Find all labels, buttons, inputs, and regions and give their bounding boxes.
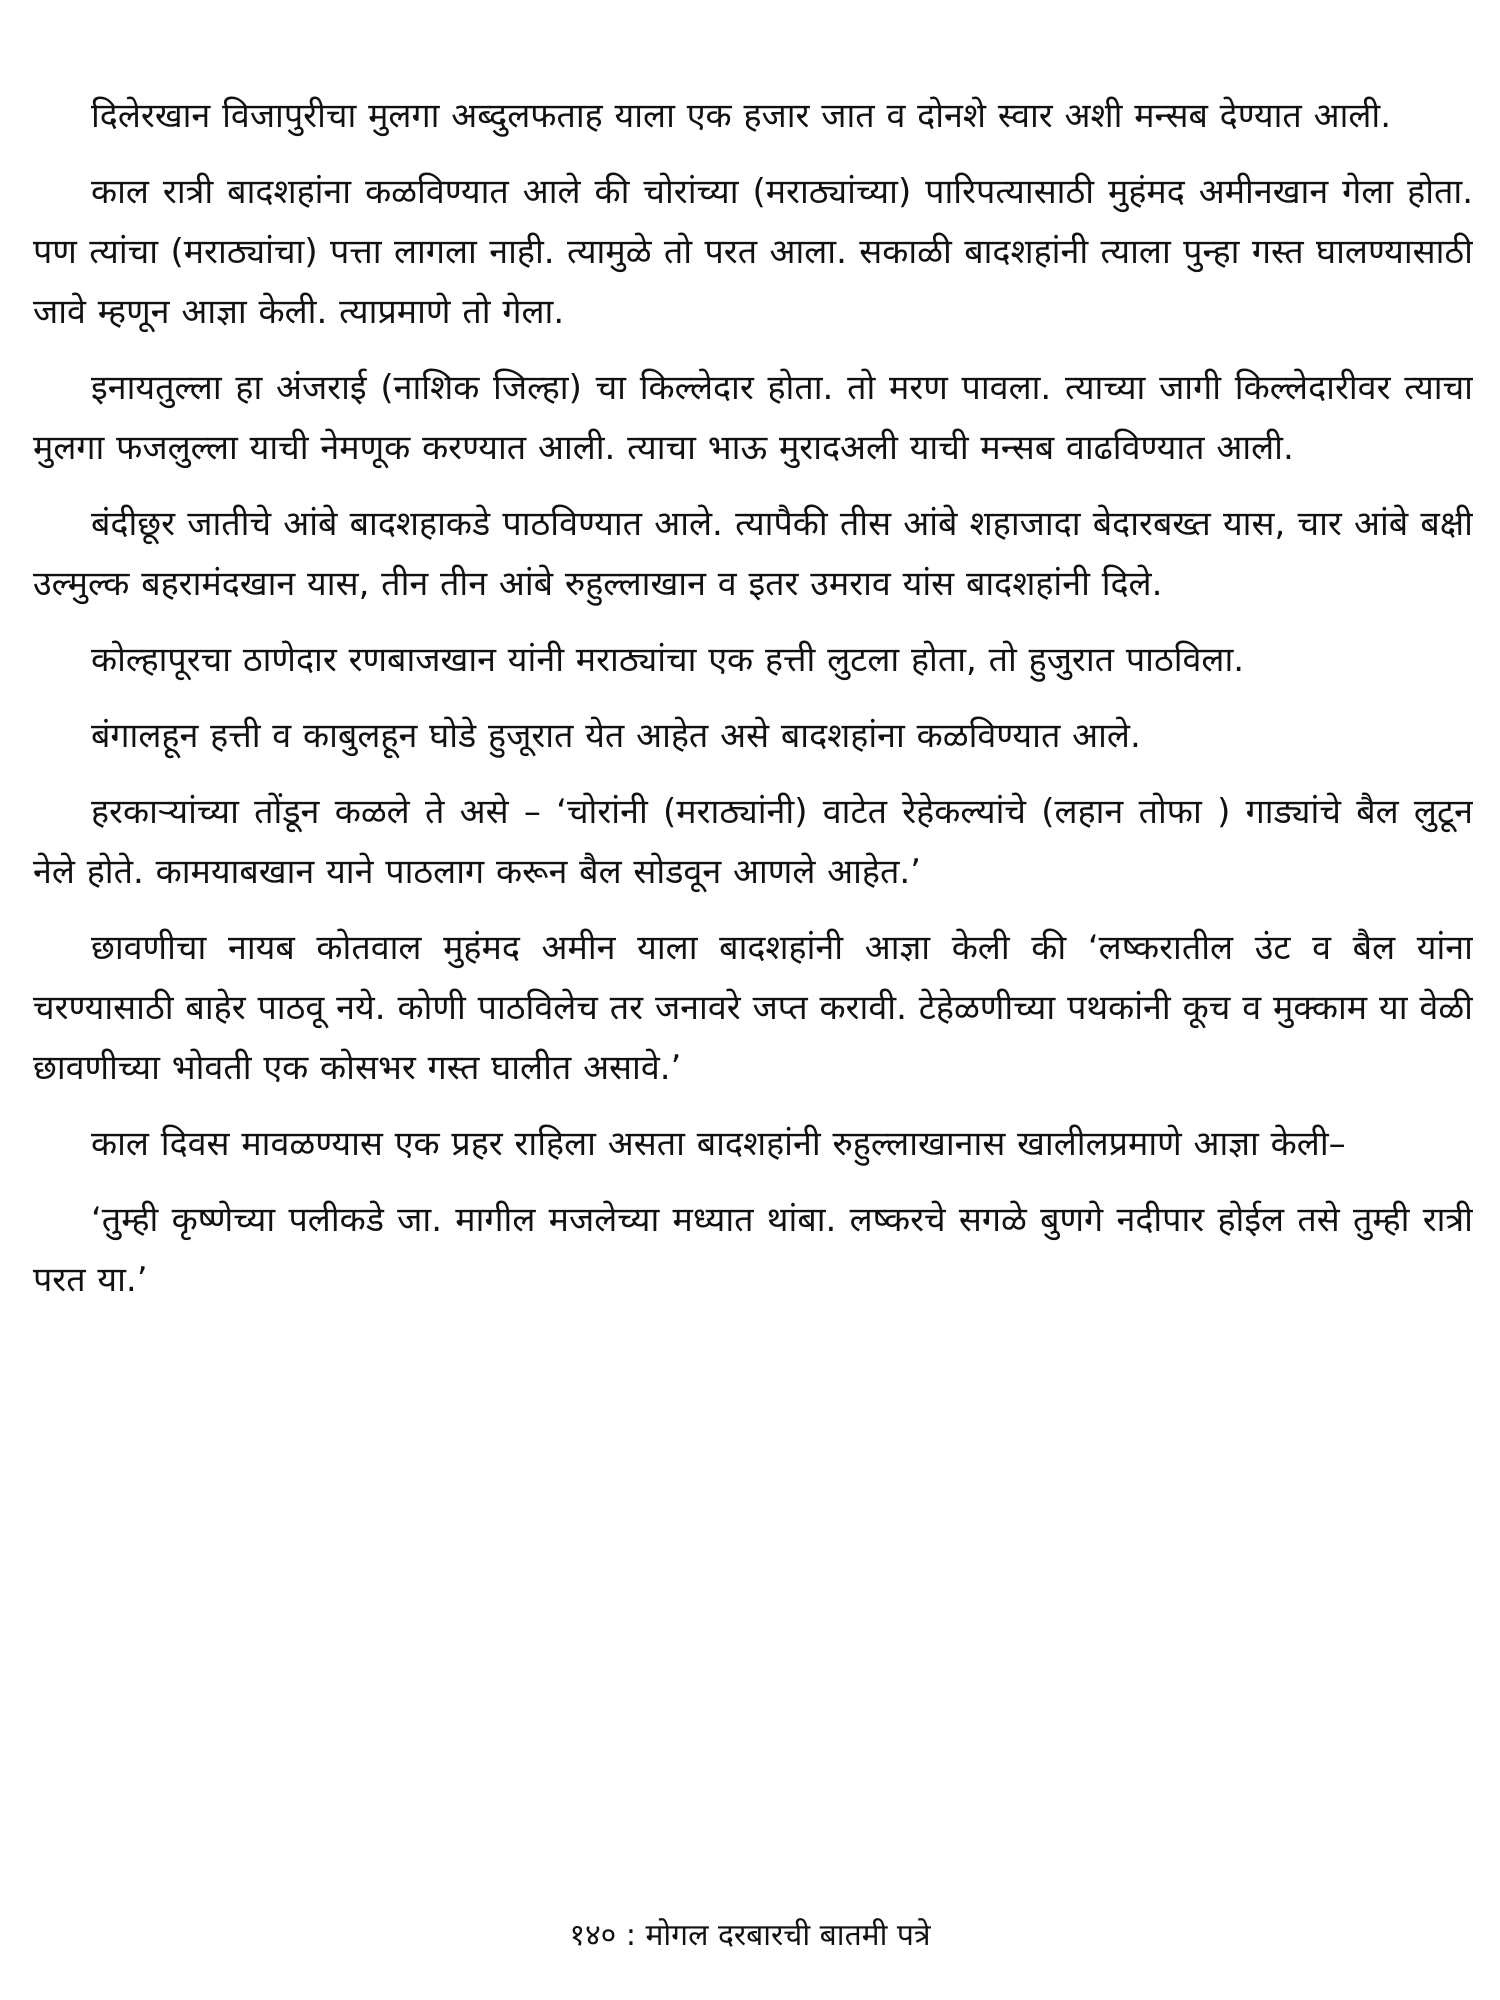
paragraph-4: बंदीछूर जातीचे आंबे बादशहाकडे पाठविण्यात आले. त्यापैकी तीस आंबे शहाजादा बेदारबख्त यास, चार आंबे बक्षी उल्मुल्क बहरामंदखान यास, तीन तीन आंबे रुहुल्लाखान व इतर उमराव यांस बादशहांनी दिले. — [33, 504, 1473, 604]
paragraph-10: ‘तुम्ही कृष्णेच्या पलीकडे जा. मागील मजलेच्या मध्यात थांबा. लष्करचे सगळे बुणगे नदीपार होईल तसे तुम्ही रात्री परत या.’ — [33, 1200, 1473, 1300]
paragraph-5: कोल्हापूरचा ठाणेदार रणबाजखान यांनी मराठ्यांचा एक हत्ती लुटला होता, तो हुजुरात पाठविला. — [91, 640, 1245, 680]
paragraph-3: इनायतुल्ला हा अंजराई (नाशिक जिल्हा) चा किल्लेदार होता. तो मरण पावला. त्याच्या जागी किल्लेदारीवर त्याचा मुलगा फजलुल्ला याची नेमणूक करण्यात आली. त्याचा भाऊ मुरादअली याची मन्सब वाढविण्यात आली. — [33, 368, 1473, 468]
paragraph-7: हरकाऱ्यांच्या तोंडून कळले ते असे – ‘चोरांनी (मराठ्यांनी) वाटेत रेहेकल्यांचे (लहान तोफा ) गाड्यांचे बैल लुटून नेले होते. कामयाबखान याने पाठलाग करून बैल सोडवून आणले आहेत.’ — [33, 792, 1473, 892]
paragraph-9: काल दिवस मावळण्यास एक प्रहर राहिला असता बादशहांनी रुहुल्लाखानास खालीलप्रमाणे आज्ञा केली– — [91, 1124, 1346, 1164]
page-footer: १४० : मोगल दरबारची बातमी पत्रे — [569, 1918, 931, 1953]
paragraph-2: काल रात्री बादशहांना कळविण्यात आले की चोरांच्या (मराठ्यांच्या) पारिपत्यासाठी मुहंमद अमीनखान गेला होता. पण त्यांचा (मराठ्यांचा) पत्ता लागला नाही. त्यामुळे तो परत आला. सकाळी बादशहांनी त्याला पुन्हा गस्त घालण्यासाठी जावे म्हणून आज्ञा केली. त्याप्रमाणे तो गेला. — [33, 172, 1473, 332]
paragraph-1: दिलेरखान विजापुरीचा मुलगा अब्दुलफताह याला एक हजार जात व दोनशे स्वार अशी मन्सब देण्यात आली. — [91, 96, 1392, 136]
page-body — [33, 86, 1473, 1786]
paragraph-6: बंगालहून हत्ती व काबुलहून घोडे हुजूरात येत आहेत असे बादशहांना कळविण्यात आले. — [91, 716, 1141, 756]
paragraph-8: छावणीचा नायब कोतवाल मुहंमद अमीन याला बादशहांनी आज्ञा केली की ‘लष्करातील उंट व बैल यांना चरण्यासाठी बाहेर पाठवू नये. कोणी पाठविलेच तर जनावरे जप्त करावी. टेहेळणीच्या पथकांनी कूच व मुक्काम या वेळी छावणीच्या भोवती एक कोसभर गस्त घालीत असावे.’ — [33, 928, 1473, 1088]
